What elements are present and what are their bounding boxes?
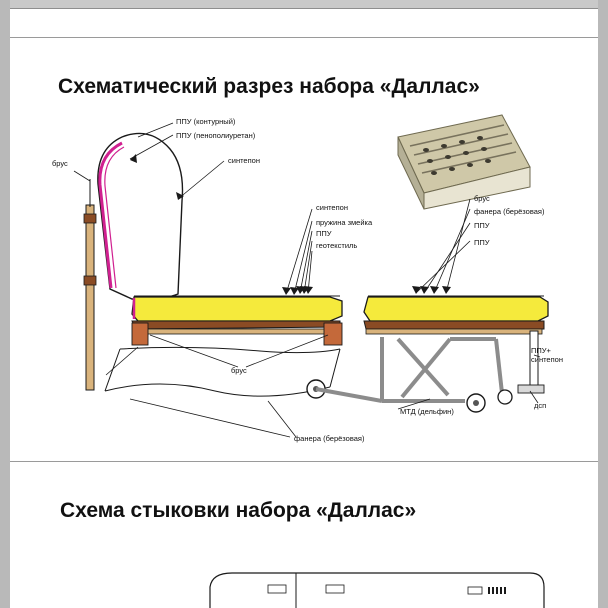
page-left-margin [0,0,10,608]
page-right-margin [598,0,608,608]
page-title-second: Схема стыковки набора «Даллас» [60,499,417,522]
label-ppu-mid: ППУ [316,229,332,238]
page-sheet [10,8,598,608]
label-brus-right: брус [474,194,490,203]
label-sintepon-top: синтепон [228,156,260,165]
label-fanera-bottom: фанера (берёзовая) [294,434,365,443]
page-title-main: Схематический разрез набора «Даллас» [58,75,480,98]
label-mtd-delfin: МТД (дельфин) [400,407,454,416]
right-seat-module [364,296,548,393]
slat-board-perspective [398,115,530,209]
sofa-cross-section-drawing [10,9,598,608]
left-seat-cushion [105,296,342,396]
label-ppu-sintepon-1: ППУ+ [531,346,551,355]
label-geotekstil: геотекстиль [316,241,358,250]
backrest-cushion [98,133,183,299]
left-vertical-frame [84,179,96,390]
label-brus-left: брус [52,159,68,168]
label-ppu-sintepon-2: синтепон [531,355,563,364]
page-top-strip [0,0,608,8]
label-sintepon-mid: синтепон [316,203,348,212]
label-ppu-right-1: ППУ [474,221,490,230]
label-ppu-konturny: ППУ (контурный) [176,117,236,126]
label-pruzhina-zmeyka: пружина змейка [316,218,373,227]
label-ppu-right-2: ППУ [474,238,490,247]
assembly-scheme-drawing [10,569,598,608]
label-ppu-penopoliuretan: ППУ (пенополиуретан) [176,131,256,140]
dolphin-mechanism [382,337,502,401]
label-dsp: дсп [534,401,547,410]
label-fanera-right: фанера (берёзовая) [474,207,545,216]
label-brus-center: брус [231,366,247,375]
